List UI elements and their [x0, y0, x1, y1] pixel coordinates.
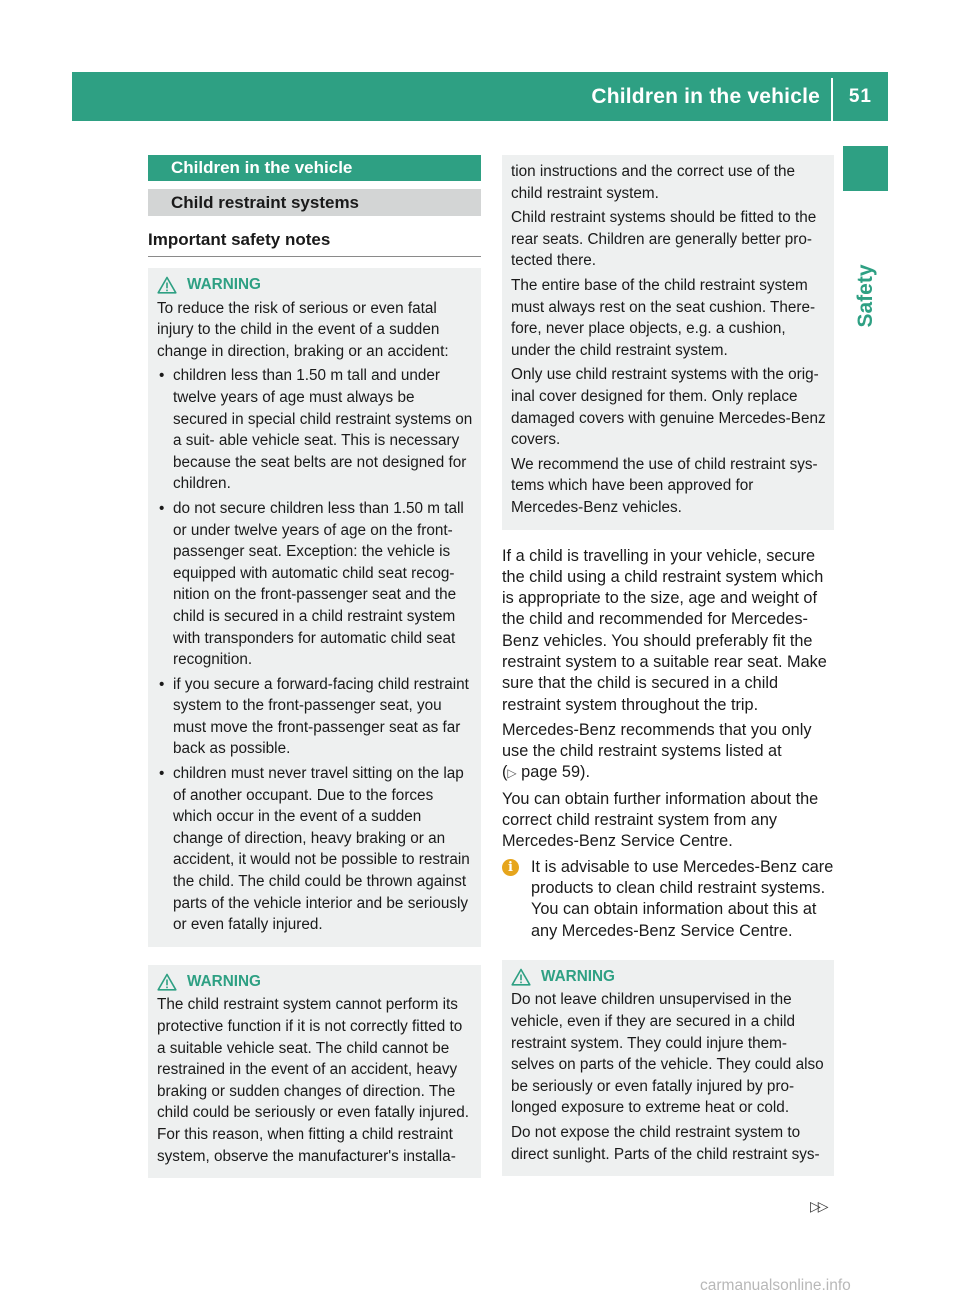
chapter-tab-marker	[843, 146, 888, 191]
paragraph: Child restraint systems should be fitted to the rear seats. Children are generally better pro- tected there.	[511, 209, 817, 270]
body-text	[502, 546, 834, 942]
section-title: Children in the vehicle	[148, 155, 481, 181]
paragraph: tion instructions and the correct use of the child restraint system.	[511, 163, 796, 202]
warning-text: The child restraint system cannot perform its protective function if it is not correctly fitted to a suitable vehicle seat. The child cannot be restrained in the event of an accident, heavy braking or sudden changes of direction. The child could be seriously or even fatally injured. For this reason, when fitting a child restraint system, observe the manufacturer's installa-	[157, 996, 470, 1165]
warning-box-continued	[502, 155, 834, 530]
paragraph: Only use child restraint systems with the orig- inal cover designed for them. Only replace damaged covers with genuine Mercedes-Benz covers.	[511, 366, 826, 449]
warning-box-3	[502, 960, 834, 1176]
page-reference-arrow-icon: ▷	[507, 766, 517, 781]
info-note	[502, 857, 834, 942]
paragraph: Do not expose the child restraint system to direct sunlight. Parts of the child restraint sys-	[511, 1124, 820, 1163]
warning-triangle-icon	[511, 968, 531, 986]
warning-label: WARNING	[187, 276, 261, 293]
list-item: • do not secure children less than 1.50 m tall or under twelve years of age on the front- passenger seat. Exception: the vehicle is equipped with automatic child seat recog- nition on the front-passenger seat and the child is secured in a child restraint system with transponders for automatic child seat recognition.	[157, 498, 473, 671]
warning-label: WARNING	[541, 967, 615, 985]
list-item: • if you secure a forward-facing child restraint system to the front-passenger seat, you must move the front-passenger seat as far back as possible.	[157, 674, 473, 760]
warning-intro: To reduce the risk of serious or even fatal injury to the child in the event of a sudden change in direction, braking or an accident:	[157, 299, 449, 360]
warning-box-1	[148, 268, 481, 947]
paragraph: You can obtain further information about the correct child restraint system from any Mercedes-Benz Service Centre.	[502, 789, 819, 851]
info-text: It is advisable to use Mercedes-Benz care products to clean child restraint systems. You can obtain information about this at any Mercedes-Benz Service Centre.	[531, 857, 834, 940]
continue-arrows-icon: ▷▷	[810, 1198, 826, 1214]
paragraph: If a child is travelling in your vehicle, secure the child using a child restraint system which is appropriate to the size, age and weight of the child and recommended for Mercedes- Benz vehicles. You should preferably fit the restraint system to a suitable rear seat. Make sure that the child is secured in a child restraint system throughout the trip.	[502, 546, 827, 714]
warning-header	[511, 966, 826, 988]
info-icon: i	[502, 859, 519, 876]
warning-header	[157, 971, 473, 993]
warning-triangle-icon	[157, 973, 177, 991]
warning-box-2	[148, 965, 481, 1178]
page-header	[72, 72, 888, 121]
warning-header	[157, 274, 473, 296]
header-divider	[831, 78, 833, 121]
watermark: carmanualsonline.info	[700, 1277, 851, 1294]
warning-label: WARNING	[187, 972, 261, 990]
subsection-title: Child restraint systems	[148, 189, 481, 216]
warning-bullet-list	[157, 365, 473, 935]
paragraph: We recommend the use of child restraint sys- tems which have been approved for Mercedes-Benz vehicles.	[511, 455, 818, 516]
paragraph: Do not leave children unsupervised in the vehicle, even if they are secured in a child restraint system. They could injure them- selves on parts of the vehicle. They could also be seriously or even fatally injured by pro- longed exposure to extreme heat or cold.	[511, 991, 824, 1117]
ref-open-paren: (	[502, 763, 508, 782]
left-column	[148, 155, 481, 1178]
paragraph: The entire base of the child restraint system must always rest on the seat cushion. There- fore, never place objects, e.g. a cushion, under the child restraint system.	[511, 276, 816, 359]
header-title: Children in the vehicle	[591, 85, 820, 108]
warning-triangle-icon	[157, 276, 177, 294]
page-reference-link[interactable]: page 59).	[516, 763, 590, 782]
right-column	[502, 155, 834, 1176]
page-number: 51	[848, 86, 872, 107]
paragraph-text: Mercedes-Benz recommends that you only use the child restraint systems listed at	[502, 720, 812, 761]
list-item: • children less than 1.50 m tall and under twelve years of age must always be secured in special child restraint systems on a suit- able vehicle seat. This is necessary because the seat belts are not designed for children.	[157, 365, 473, 495]
chapter-tab-label: Safety	[854, 264, 877, 328]
heading-important-safety-notes: Important safety notes	[148, 225, 481, 257]
list-item: • children must never travel sitting on the lap of another occupant. Due to the forces which occur in the event of a sudden change of direction, heavy braking or an accident, it would not be possible to restrain the child. The child could be thrown against parts of the vehicle interior and be seriously or even fatally injured.	[157, 763, 473, 936]
paragraph-with-reference	[502, 720, 834, 785]
